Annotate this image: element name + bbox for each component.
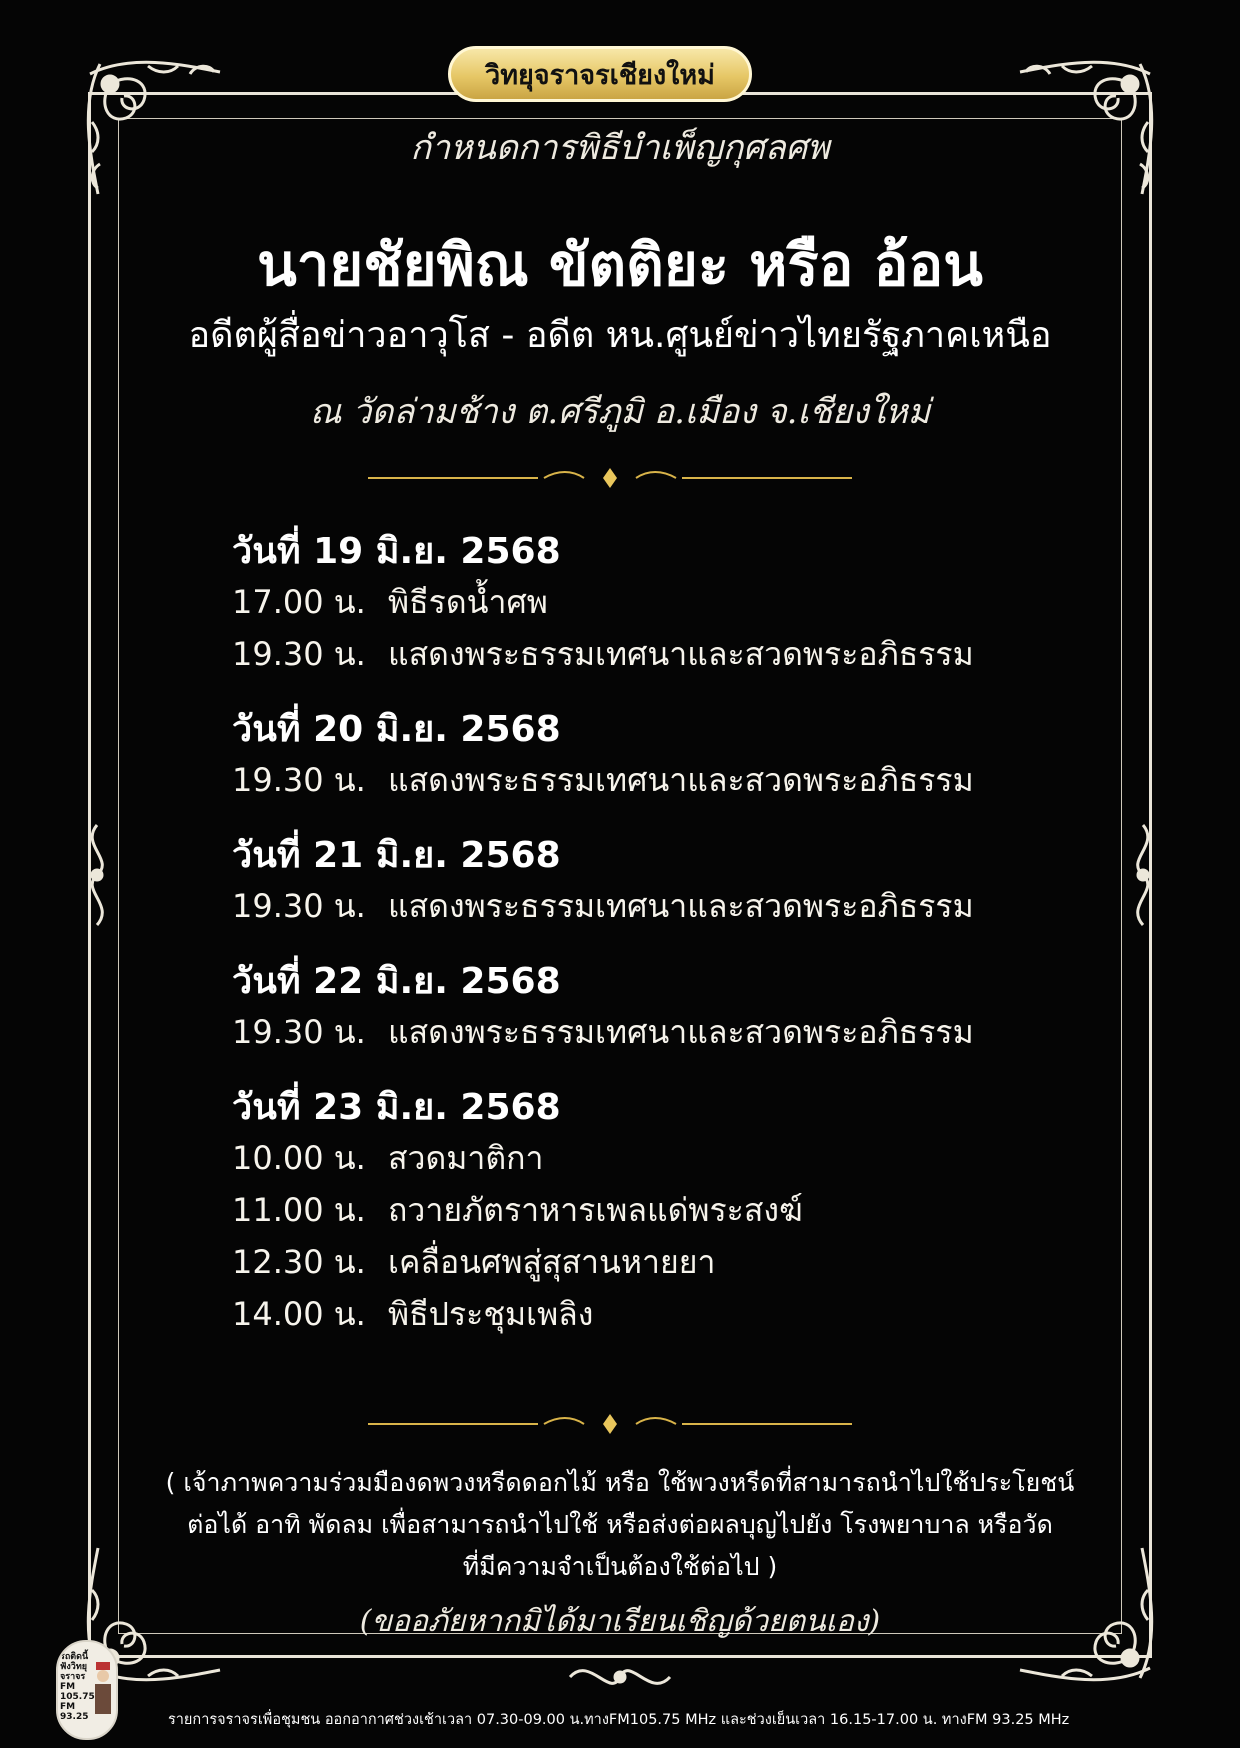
event-time: 17.00 น. bbox=[232, 583, 366, 621]
event-description: ถวายภัตราหารเพลแด่พระสงฆ์ bbox=[388, 1191, 803, 1229]
day-date: วันที่ 23 มิ.ย. 2568 bbox=[232, 1087, 561, 1128]
event-time: 14.00 น. bbox=[232, 1295, 366, 1333]
day-date: วันที่ 21 มิ.ย. 2568 bbox=[232, 835, 561, 876]
broadcast-footer: รายการจราจรเพื่อชุมชน ออกอากาศช่วงเช้าเวลา 07.30-09.00 น.ทางFM105.75 MHz และช่วงเย็นเวลา 16.15-17.00 น. ทางFM 93.25 MHz bbox=[168, 1712, 1070, 1728]
event-row bbox=[232, 1184, 1052, 1236]
note-line: ( เจ้าภาพความร่วมมืองดพวงหรีดดอกไม้ หรือ ใช้พวงหรีดที่สามารถนำไปใช้ประโยชน์ bbox=[165, 1468, 1075, 1497]
deceased-name: นายชัยพิณ ขัตติยะ หรือ อ้อน bbox=[257, 231, 983, 299]
event-time: 10.00 น. bbox=[232, 1139, 366, 1177]
bottom-center-ornament bbox=[560, 1655, 680, 1699]
event-time: 19.30 น. bbox=[232, 887, 366, 925]
event-row bbox=[232, 880, 1052, 932]
event-row bbox=[232, 1236, 1052, 1288]
gold-divider-top bbox=[368, 466, 852, 490]
schedule-day bbox=[232, 706, 1052, 806]
event-row bbox=[232, 754, 1052, 806]
event-row bbox=[232, 1288, 1052, 1340]
note-line: ต่อได้ อาทิ พัดลม เพื่อสามารถนำไปใช้ หรือส่งต่อผลบุญไปยัง โรงพยาบาล หรือวัด bbox=[187, 1510, 1053, 1539]
schedule-day bbox=[232, 1084, 1052, 1340]
header-badge: วิทยุจราจรเชียงใหม่ bbox=[448, 46, 752, 102]
event-time: 19.30 น. bbox=[232, 761, 366, 799]
event-description: แสดงพระธรรมเทศนาและสวดพระอภิธรรม bbox=[388, 1013, 974, 1051]
venue-text: ณ วัดล่ามช้าง ต.ศรีภูมิ อ.เมือง จ.เชียงใหม่ bbox=[309, 392, 931, 432]
event-description: เคลื่อนศพสู่สุสานหายยา bbox=[388, 1243, 716, 1281]
traffic-radio-logo bbox=[56, 1640, 118, 1740]
event-row bbox=[232, 576, 1052, 628]
wreath-request-note bbox=[160, 1462, 1080, 1588]
deceased-position: อดีตผู้สื่อข่าวอาวุโส - อดีต หน.ศูนย์ข่าวไทยรัฐภาคเหนือ bbox=[188, 315, 1052, 356]
ceremony-subtitle: กำหนดการพิธีบำเพ็ญกุศลศพ bbox=[410, 128, 830, 168]
event-row bbox=[232, 628, 1052, 680]
side-ornament-left bbox=[75, 820, 119, 930]
event-time: 12.30 น. bbox=[232, 1243, 366, 1281]
event-description: สวดมาติกา bbox=[388, 1139, 544, 1177]
event-time: 19.30 น. bbox=[232, 635, 366, 673]
note-line: ที่มีความจำเป็นต้องใช้ต่อไป ) bbox=[462, 1552, 778, 1581]
gold-divider-bottom bbox=[368, 1412, 852, 1436]
event-description: แสดงพระธรรมเทศนาและสวดพระอภิธรรม bbox=[388, 887, 974, 925]
event-description: แสดงพระธรรมเทศนาและสวดพระอภิธรรม bbox=[388, 635, 974, 673]
mascot-icon bbox=[92, 1660, 114, 1720]
event-description: แสดงพระธรรมเทศนาและสวดพระอภิธรรม bbox=[388, 761, 974, 799]
schedule-list bbox=[232, 528, 1052, 1356]
side-ornament-right bbox=[1121, 820, 1165, 930]
day-date: วันที่ 20 มิ.ย. 2568 bbox=[232, 709, 561, 750]
logo-text: รถติดนี้ ฟังวิทยุ จราจร FM 105.75 FM 93.25 bbox=[60, 1652, 95, 1722]
schedule-day bbox=[232, 832, 1052, 932]
event-row bbox=[232, 1132, 1052, 1184]
event-description: พิธีประชุมเพลิง bbox=[388, 1295, 594, 1333]
day-date: วันที่ 22 มิ.ย. 2568 bbox=[232, 961, 561, 1002]
event-time: 19.30 น. bbox=[232, 1013, 366, 1051]
schedule-day bbox=[232, 528, 1052, 680]
event-time: 11.00 น. bbox=[232, 1191, 366, 1229]
event-description: พิธีรดน้ำศพ bbox=[388, 583, 548, 621]
day-date: วันที่ 19 มิ.ย. 2568 bbox=[232, 531, 561, 572]
apology-text: (ขออภัยหากมิได้มาเรียนเชิญด้วยตนเอง) bbox=[359, 1604, 881, 1639]
event-row bbox=[232, 1006, 1052, 1058]
schedule-day bbox=[232, 958, 1052, 1058]
